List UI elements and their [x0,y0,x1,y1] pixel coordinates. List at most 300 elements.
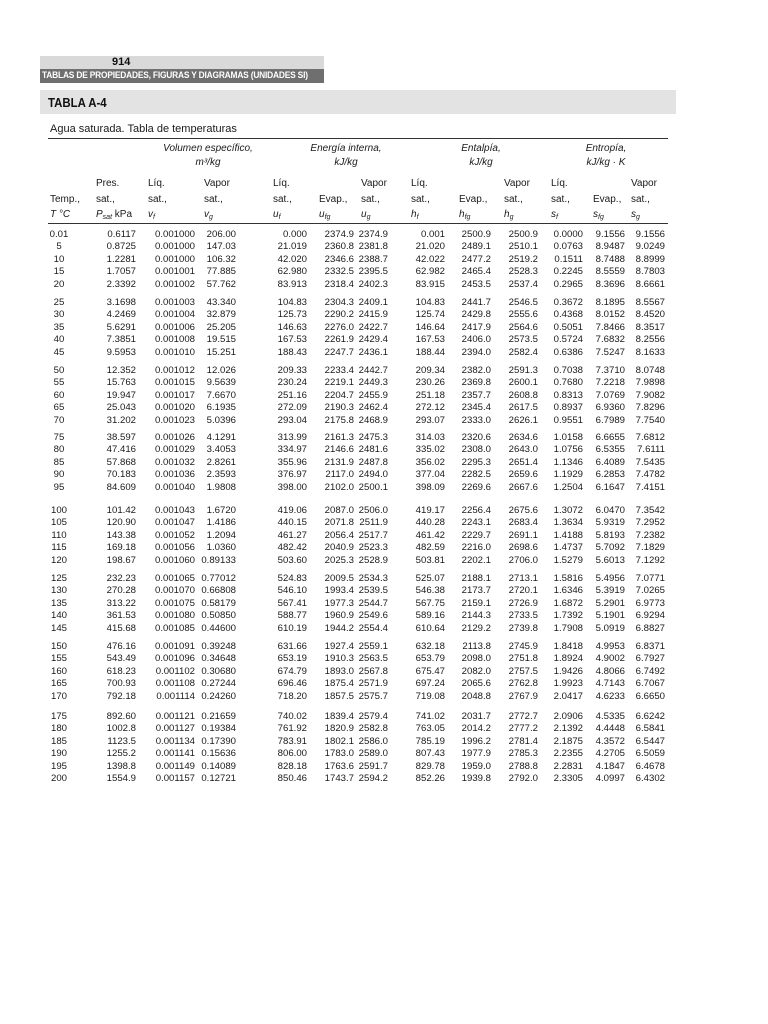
cell-hfg: 2098.0 [461,653,491,665]
cell-vf: 0.001017 [154,389,195,401]
cell-sfg: 7.3710 [595,365,625,376]
cell-psat: 25.043 [106,402,136,414]
cell-sf: 0.2245 [553,266,583,278]
column-header-uf-symbol: $u_f$ [273,209,281,221]
cell-hfg: 2188.1 [461,573,491,584]
cell-sfg: 6.6655 [595,432,625,443]
cell-uf: 251.16 [277,389,307,401]
running-title: TABLAS DE PROPIEDADES, FIGURAS Y DIAGRAMAS (UNIDADES SI) [42,70,308,80]
cell-hf: 398.09 [415,481,445,493]
column-header-sfg-l2: Evap., [593,194,622,205]
cell-vg: 5.0396 [206,414,236,426]
cell-temp: 20 [53,278,65,290]
cell-vg: 15.251 [206,346,236,358]
cell-hg: 2720.1 [508,585,538,597]
cell-vf: 0.001001 [154,266,195,278]
cell-hf: 293.07 [415,414,445,426]
cell-sg: 6.5059 [635,748,665,760]
cell-temp: 95 [53,481,65,493]
cell-hfg: 2048.8 [461,690,491,702]
cell-vg: 7.6670 [206,389,236,401]
group-header-enthalpy-line2: kJ/kg [469,157,493,168]
cell-hfg: 2441.7 [461,297,491,308]
cell-ufg: 2204.7 [324,389,354,401]
cell-vg: 0.50850 [201,610,236,622]
cell-temp: 195 [50,760,67,772]
cell-sf: 2.1392 [553,723,583,735]
column-header-sf-symbol: $s_f$ [551,209,558,221]
cell-sf: 1.1346 [553,456,583,468]
cell-ufg: 1944.2 [324,622,354,634]
cell-temp: 65 [53,402,65,414]
cell-ufg: 2009.5 [324,573,354,584]
cell-hfg: 2256.4 [461,505,491,516]
cell-sg: 6.4678 [635,760,665,772]
cell-hf: 482.59 [415,542,445,554]
cell-vf: 0.001020 [154,402,195,414]
cell-hg: 2745.9 [508,641,538,652]
column-header-vg-l1: Vapor [204,178,230,189]
cell-psat: 38.597 [106,432,136,443]
cell-psat: 361.53 [106,610,136,622]
cell-ug: 2388.7 [358,253,388,265]
cell-hf: 675.47 [415,665,445,677]
cell-sg: 6.4302 [635,773,665,784]
cell-hg: 2546.5 [508,297,538,308]
cell-ug: 2494.0 [358,469,388,481]
cell-sf: 0.6386 [553,346,583,358]
cell-sf: 0.7680 [553,377,583,389]
column-header-hg-l1: Vapor [504,178,530,189]
cell-sf: 1.4188 [553,529,583,541]
column-header-temp-l2: Temp., [50,194,81,205]
cell-hg: 2683.4 [508,517,538,529]
cell-ufg: 2318.4 [324,278,354,290]
cell-ufg: 1977.3 [324,597,354,609]
column-header-hg-symbol: $h_g$ [504,209,514,221]
cell-uf: 334.97 [277,444,307,456]
cell-vg: 0.12721 [201,773,236,784]
cell-hfg: 1977.9 [461,748,491,760]
cell-hf: 763.05 [415,723,445,735]
cell-vf: 0.001102 [155,665,195,677]
cell-uf: 293.04 [277,414,307,426]
cell-sfg: 7.8466 [595,321,625,333]
cell-temp: 100 [50,505,67,516]
cell-hf: 21.020 [415,241,445,253]
cell-vf: 0.001032 [154,456,195,468]
cell-sfg: 5.2901 [595,597,625,609]
cell-sf: 1.2504 [553,481,583,493]
cell-vg: 43.340 [206,297,236,308]
cell-hfg: 1959.0 [461,760,491,772]
column-header-psat-symbol: $P_{sat}$ kPa [96,209,133,221]
cell-sf: 1.5816 [553,573,583,584]
cell-hfg: 2417.9 [461,321,491,333]
cell-hfg: 2489.1 [461,241,491,253]
cell-ufg: 1783.0 [324,748,354,760]
cell-temp: 130 [50,585,67,597]
cell-ufg: 1743.7 [324,773,354,784]
cell-ufg: 2304.3 [324,297,354,308]
cell-ufg: 2219.1 [324,377,354,389]
cell-ufg: 1893.0 [324,665,354,677]
table-subtitle: Agua saturada. Tabla de temperaturas [50,123,237,135]
cell-sfg: 6.4089 [595,456,625,468]
cell-temp: 30 [53,309,65,321]
cell-hfg: 2144.3 [461,610,491,622]
cell-temp: 165 [50,678,67,690]
cell-hfg: 2295.3 [461,456,491,468]
column-header-ufg-symbol: $u_{fg}$ [319,209,331,221]
cell-ug: 2594.2 [358,773,388,784]
cell-sg: 7.2382 [635,529,665,541]
cell-vf: 0.001091 [154,641,195,652]
cell-ug: 2449.3 [358,377,388,389]
cell-sfg: 4.2705 [595,748,625,760]
cell-ug: 2487.8 [358,456,388,468]
cell-psat: 1398.8 [106,760,136,772]
cell-hf: 440.28 [415,517,445,529]
cell-hg: 2726.9 [508,597,538,609]
cell-ug: 2511.9 [359,517,388,529]
cell-ufg: 2161.3 [324,432,354,443]
cell-psat: 700.93 [106,678,136,690]
cell-psat: 101.42 [106,505,136,516]
cell-vg: 19.515 [206,334,236,346]
cell-temp: 170 [50,690,67,702]
cell-hf: 785.19 [415,735,445,747]
cell-ufg: 2071.8 [324,517,354,529]
cell-vg: 3.4053 [206,444,236,456]
cell-ug: 2442.7 [358,365,388,376]
cell-sfg: 7.6832 [595,334,625,346]
cell-psat: 792.18 [106,690,136,702]
cell-ug: 2559.1 [358,641,388,652]
cell-psat: 7.3851 [106,334,136,346]
column-header-vg-symbol: $v_g$ [204,209,213,221]
cell-ufg: 1960.9 [324,610,354,622]
cell-hf: 719.08 [415,690,445,702]
cell-sfg: 5.3919 [595,585,625,597]
cell-ug: 2381.8 [358,241,388,253]
cell-ufg: 2175.8 [324,414,354,426]
cell-hf: 419.17 [415,505,445,516]
column-header-sfg-symbol: $s_{fg}$ [593,209,604,221]
cell-vg: 0.66808 [201,585,236,597]
cell-psat: 12.352 [106,365,136,376]
cell-temp: 125 [50,573,67,584]
cell-hg: 2757.5 [508,665,538,677]
cell-ug: 2567.8 [358,665,388,677]
cell-ug: 2571.9 [358,678,388,690]
cell-uf: 272.09 [277,402,307,414]
cell-psat: 1002.8 [106,723,136,735]
cell-temp: 150 [50,641,67,652]
cell-vg: 1.0360 [206,542,236,554]
cell-sf: 1.8924 [553,653,583,665]
cell-hfg: 2173.7 [461,585,491,597]
cell-vf: 0.001000 [154,229,195,240]
cell-ug: 2468.9 [358,414,388,426]
cell-vf: 0.001002 [154,278,195,290]
cell-temp: 200 [50,773,67,784]
cell-sfg: 4.8066 [595,665,625,677]
cell-hf: 610.64 [415,622,445,634]
cell-sg: 6.7492 [635,665,665,677]
cell-hg: 2675.6 [508,505,538,516]
cell-hfg: 2429.8 [461,309,491,321]
cell-sg: 7.6111 [637,444,665,456]
cell-ufg: 1875.4 [324,678,354,690]
cell-vf: 0.001010 [154,346,195,358]
cell-hg: 2781.4 [508,735,538,747]
column-header-ug-l1: Vapor [361,178,387,189]
cell-uf: 850.46 [277,773,307,784]
cell-sfg: 6.0470 [595,505,625,516]
cell-hf: 589.16 [415,610,445,622]
cell-hg: 2528.3 [508,266,538,278]
cell-ug: 2534.3 [358,573,388,584]
cell-sfg: 8.5559 [595,266,625,278]
cell-sg: 6.5447 [635,735,665,747]
column-header-vf-l1: Líq. [148,178,165,189]
cell-uf: 230.24 [277,377,307,389]
cell-sf: 1.4737 [553,542,583,554]
cell-hg: 2713.1 [508,573,538,584]
column-header-hfg-l2: Evap., [459,194,488,205]
cell-temp: 50 [53,365,65,376]
cell-uf: 440.15 [277,517,307,529]
cell-ufg: 2131.9 [324,456,354,468]
cell-uf: 524.83 [277,573,307,584]
cell-vf: 0.001127 [155,723,195,735]
cell-vg: 2.3593 [206,469,236,481]
header-bottom-rule [48,223,668,224]
cell-hg: 2751.8 [508,653,538,665]
cell-hg: 2772.7 [508,711,538,722]
cell-psat: 232.23 [106,573,136,584]
cell-hf: 335.02 [415,444,445,456]
group-header-internal-energy-line2: kJ/kg [334,157,358,168]
cell-hg: 2691.1 [508,529,538,541]
cell-psat: 313.22 [106,597,136,609]
cell-uf: 610.19 [277,622,307,634]
cell-sg: 9.1556 [635,229,665,240]
cell-sg: 7.1292 [635,554,665,566]
cell-ufg: 1910.3 [324,653,354,665]
cell-uf: 674.79 [277,665,307,677]
column-header-hf-symbol: $h_f$ [411,209,419,221]
cell-hfg: 2202.1 [461,554,491,566]
cell-sg: 8.0748 [635,365,665,376]
cell-sfg: 5.0919 [595,622,625,634]
cell-sfg: 8.1895 [595,297,625,308]
cell-sg: 7.4782 [635,469,665,481]
cell-ug: 2539.5 [358,585,388,597]
cell-vf: 0.001008 [154,334,195,346]
cell-sf: 2.2355 [553,748,583,760]
cell-hf: 741.02 [415,711,445,722]
cell-hg: 2608.8 [508,389,538,401]
cell-hfg: 2216.0 [461,542,491,554]
cell-hg: 2698.6 [508,542,538,554]
cell-sfg: 6.9360 [595,402,625,414]
cell-ufg: 2025.3 [324,554,354,566]
cell-sf: 1.6872 [553,597,583,609]
cell-ug: 2409.1 [358,297,388,308]
cell-vf: 0.001141 [155,748,195,760]
cell-vg: 0.30680 [201,665,236,677]
cell-sg: 7.3542 [635,505,665,516]
cell-hf: 251.18 [415,389,445,401]
cell-hg: 2600.1 [508,377,538,389]
cell-sf: 1.9923 [553,678,583,690]
cell-ug: 2544.7 [358,597,388,609]
cell-sg: 8.6661 [635,278,665,290]
column-header-vf-l2: sat., [148,194,167,205]
cell-sfg: 7.0769 [595,389,625,401]
cell-uf: 146.63 [277,321,307,333]
cell-sg: 8.1633 [635,346,665,358]
cell-temp: 120 [50,554,67,566]
cell-psat: 70.183 [106,469,136,481]
cell-sfg: 4.7143 [595,678,625,690]
cell-hf: 852.26 [415,773,445,784]
cell-ufg: 1927.4 [324,641,354,652]
cell-psat: 0.6117 [107,229,136,240]
cell-vg: 0.21659 [201,711,236,722]
cell-vg: 0.58179 [201,597,236,609]
cell-uf: 42.020 [277,253,307,265]
cell-hfg: 1996.2 [461,735,491,747]
cell-hfg: 2382.0 [461,365,491,376]
cell-uf: 167.53 [277,334,307,346]
cell-sfg: 4.3572 [595,735,625,747]
cell-temp: 160 [50,665,67,677]
cell-uf: 806.00 [277,748,307,760]
cell-psat: 270.28 [106,585,136,597]
cell-sf: 0.8937 [553,402,583,414]
cell-temp: 115 [51,542,67,554]
cell-uf: 419.06 [277,505,307,516]
cell-psat: 120.90 [106,517,136,529]
cell-vf: 0.001006 [154,321,195,333]
column-header-ufg-l2: Evap., [319,194,348,205]
cell-ug: 2395.5 [358,266,388,278]
cell-sf: 1.5279 [553,554,583,566]
cell-hg: 2617.5 [508,402,538,414]
column-header-uf-l1: Líq. [273,178,290,189]
cell-sfg: 4.9953 [595,641,625,652]
cell-hf: 503.81 [415,554,445,566]
cell-ug: 2549.6 [358,610,388,622]
cell-vg: 0.14089 [201,760,236,772]
cell-vf: 0.001015 [154,377,195,389]
cell-vg: 12.026 [206,365,236,376]
cell-vf: 0.001085 [154,622,195,634]
cell-temp: 105 [50,517,67,529]
cell-psat: 1255.2 [106,748,136,760]
cell-sf: 0.7038 [553,365,583,376]
cell-sfg: 5.9319 [595,517,625,529]
cell-hf: 697.24 [415,678,445,690]
cell-hf: 83.915 [415,278,445,290]
column-header-hf-l2: sat., [411,194,430,205]
cell-sf: 0.0763 [553,241,583,253]
cell-sf: 0.1511 [554,253,583,265]
cell-ug: 2517.7 [358,529,388,541]
cell-hfg: 2113.8 [462,641,491,652]
cell-vg: 4.1291 [206,432,236,443]
column-header-sg-symbol: $s_g$ [631,209,640,221]
cell-sfg: 6.5355 [595,444,625,456]
cell-sg: 7.1829 [635,542,665,554]
cell-hfg: 2394.0 [461,346,491,358]
cell-hfg: 2229.7 [461,529,491,541]
cell-psat: 1554.9 [106,773,136,784]
cell-sfg: 6.1647 [595,481,625,493]
cell-hg: 2777.2 [508,723,538,735]
cell-temp: 10 [53,253,65,265]
cell-psat: 3.1698 [106,297,136,308]
cell-vg: 0.27244 [201,678,236,690]
cell-ug: 2402.3 [358,278,388,290]
cell-hg: 2651.4 [508,456,538,468]
cell-psat: 618.23 [106,665,136,677]
cell-hf: 146.64 [415,321,445,333]
cell-uf: 21.019 [277,241,307,253]
cell-uf: 355.96 [277,456,307,468]
cell-temp: 175 [50,711,67,722]
cell-ug: 2455.9 [358,389,388,401]
cell-temp: 55 [53,377,65,389]
cell-sfg: 6.7989 [595,414,625,426]
cell-ufg: 1820.9 [324,723,354,735]
cell-sf: 1.0756 [553,444,583,456]
cell-temp: 85 [53,456,65,468]
cell-psat: 0.8725 [106,241,136,253]
cell-ufg: 2332.5 [324,266,354,278]
cell-sg: 7.6812 [635,432,665,443]
cell-temp: 145 [50,622,67,634]
cell-sfg: 5.8193 [595,529,625,541]
cell-ug: 2506.0 [358,505,388,516]
column-header-hf-l1: Líq. [411,178,428,189]
cell-sfg: 4.0997 [595,773,625,784]
cell-vg: 0.17390 [201,735,236,747]
cell-sg: 6.8827 [635,622,665,634]
cell-sf: 2.0906 [553,711,583,722]
cell-ug: 2582.8 [358,723,388,735]
cell-vf: 0.001003 [154,297,195,308]
cell-vf: 0.001149 [155,760,195,772]
cell-ufg: 2117.0 [325,469,354,481]
cell-hfg: 2477.2 [461,253,491,265]
column-header-sg-l1: Vapor [631,178,657,189]
cell-vf: 0.001070 [154,585,195,597]
cell-hf: 188.44 [415,346,445,358]
cell-sf: 0.4368 [553,309,583,321]
cell-uf: 588.77 [277,610,307,622]
cell-sf: 1.1929 [553,469,583,481]
cell-vf: 0.001065 [154,573,195,584]
cell-ufg: 2146.6 [324,444,354,456]
cell-sg: 8.8999 [635,253,665,265]
column-header-ug-symbol: $u_g$ [361,209,371,221]
column-header-temp-symbol: T °C [50,209,71,220]
cell-vg: 0.15636 [201,748,236,760]
